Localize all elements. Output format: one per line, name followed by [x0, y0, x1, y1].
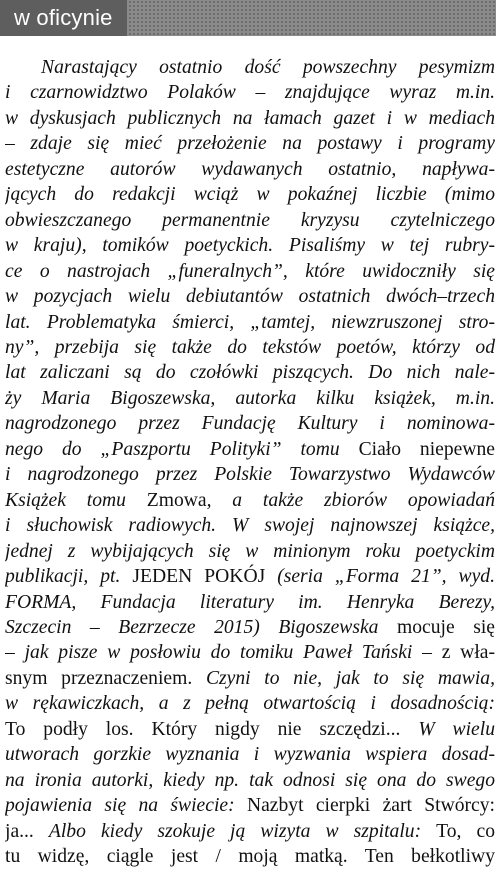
- roman-run: tu widzę, ciągle jest / moją matką. Ten bełkotliwy: [5, 846, 495, 868]
- roman-run: snym przeznaczeniem.: [5, 667, 206, 689]
- italic-run: estetyczne autorów wydawanych ostatnio, napływa-: [5, 158, 495, 180]
- text-line: [5, 590, 495, 615]
- text-line: [5, 386, 495, 411]
- italic-run: i czarnowidztwo Polaków – znajdujące wyraz m.in.: [5, 82, 495, 104]
- italic-run: W wielu: [418, 718, 495, 740]
- text-line: [5, 513, 495, 538]
- text-line: [5, 564, 495, 589]
- text-line: [5, 640, 495, 665]
- text-line: [5, 411, 495, 436]
- roman-run: JEDEN POKÓJ: [132, 566, 266, 588]
- text-line: [5, 80, 495, 105]
- roman-run: –: [5, 642, 25, 664]
- italic-run: w kraju), tomików poetyckich. Pisaliśmy w tej rubry-: [5, 235, 495, 257]
- text-line: [5, 768, 495, 793]
- text-line: [5, 691, 495, 716]
- italic-run: nego do „Paszportu Polityki” tomu: [5, 438, 359, 460]
- italic-run: (seria „Forma 21”, wyd.: [265, 566, 495, 588]
- italic-run: ny”, przebija się także do tekstów poetów, którzy od: [5, 336, 495, 358]
- text-line: [5, 310, 495, 335]
- text-line: [5, 131, 495, 156]
- roman-run: Ciało niepewne: [358, 438, 495, 460]
- italic-run: nagrodzonego przez Fundację Kultury i nominowa-: [5, 413, 495, 435]
- text-line: [5, 462, 495, 487]
- section-header-bar: [0, 0, 496, 36]
- italic-run: Narastający ostatnio dość powszechny pesymizm: [41, 57, 495, 78]
- text-line: [5, 615, 495, 640]
- text-line: [5, 259, 495, 284]
- text-line: [5, 666, 495, 691]
- italic-run: , a także zbiorów opowiadań: [206, 489, 495, 511]
- roman-run: Nazbyt cierpki żart Stwórcy:: [246, 795, 495, 817]
- italic-run: jak pisze w posłowiu do tomiku Paweł Tański: [24, 642, 413, 664]
- text-line: [5, 360, 495, 385]
- text-line: [5, 793, 495, 818]
- article-body: [5, 55, 495, 870]
- text-line: [5, 844, 495, 869]
- italic-run: – zdaje się mieć przełożenie na postawy i programy: [5, 133, 495, 155]
- roman-run: – z wła-: [412, 642, 495, 664]
- italic-run: i słuchowisk radiowych. W swojej najnowszej książce,: [5, 515, 495, 537]
- roman-run: To podły los. Który nigdy nie szczędzi...: [5, 718, 419, 740]
- text-line: [5, 539, 495, 564]
- roman-run: ja...: [5, 820, 49, 842]
- text-line: [5, 55, 495, 80]
- text-line: [5, 335, 495, 360]
- italic-run: Albo kiedy szokuje ją wizyta w szpitalu:: [48, 820, 437, 842]
- text-line: [5, 233, 495, 258]
- italic-run: jednej z wybijających się w minionym roku poetyckim: [5, 540, 495, 562]
- roman-run: To, co: [436, 820, 495, 842]
- text-line: [5, 437, 495, 462]
- italic-run: lat zaliczani są do czołówki piszących. Do nich nale-: [5, 362, 495, 384]
- roman-run: mocuje się: [397, 616, 495, 638]
- italic-run: FORMA, Fundacja literatury im. Henryka Berezy,: [5, 591, 495, 613]
- italic-run: ce o nastrojach „funeralnych”, które uwidoczniły się: [5, 260, 495, 282]
- italic-run: Czyni to nie, jak to się mawia,: [205, 667, 495, 689]
- text-line: [5, 742, 495, 767]
- text-line: [5, 208, 495, 233]
- text-line: [5, 284, 495, 309]
- text-line: [5, 182, 495, 207]
- italic-run: ży Maria Bigoszewska, autorka kilku książek, m.in.: [5, 387, 495, 409]
- text-line: [5, 157, 495, 182]
- italic-run: publikacji, pt.: [5, 566, 133, 588]
- section-label: w oficynie: [0, 0, 127, 36]
- text-line: [5, 488, 495, 513]
- text-line: [5, 819, 495, 844]
- italic-run: jących do redakcji wciąż w pokaźnej liczbie (mimo: [5, 184, 495, 206]
- text-line: [5, 717, 495, 742]
- italic-run: lat. Problematyka śmierci, „tamtej, niewzruszonej stro-: [5, 311, 495, 333]
- italic-run: Książek tomu: [5, 489, 147, 511]
- roman-run: Zmowa: [146, 489, 207, 511]
- italic-run: w dyskusjach publicznych na łamach gazet i w mediach: [5, 107, 495, 129]
- italic-run: pojawienia się na świecie:: [5, 795, 247, 817]
- italic-run: utworach gorzkie wyznania i wyzwania wspiera dosad-: [5, 744, 495, 766]
- text-line: [5, 106, 495, 131]
- italic-run: Szczecin – Bezrzecze 2015) Bigoszewska: [5, 616, 398, 638]
- italic-run: w rękawiczkach, a z pełną otwartością i dosadnością:: [5, 693, 495, 715]
- italic-run: na ironia autorki, kiedy np. tak odnosi się ona do swego: [5, 769, 495, 791]
- italic-run: w pozycjach wielu debiutantów ostatnich dwóch–trzech: [5, 286, 495, 308]
- italic-run: i nagrodzonego przez Polskie Towarzystwo Wydawców: [5, 464, 495, 486]
- italic-run: obwieszczanego permanentnie kryzysu czytelniczego: [5, 209, 495, 231]
